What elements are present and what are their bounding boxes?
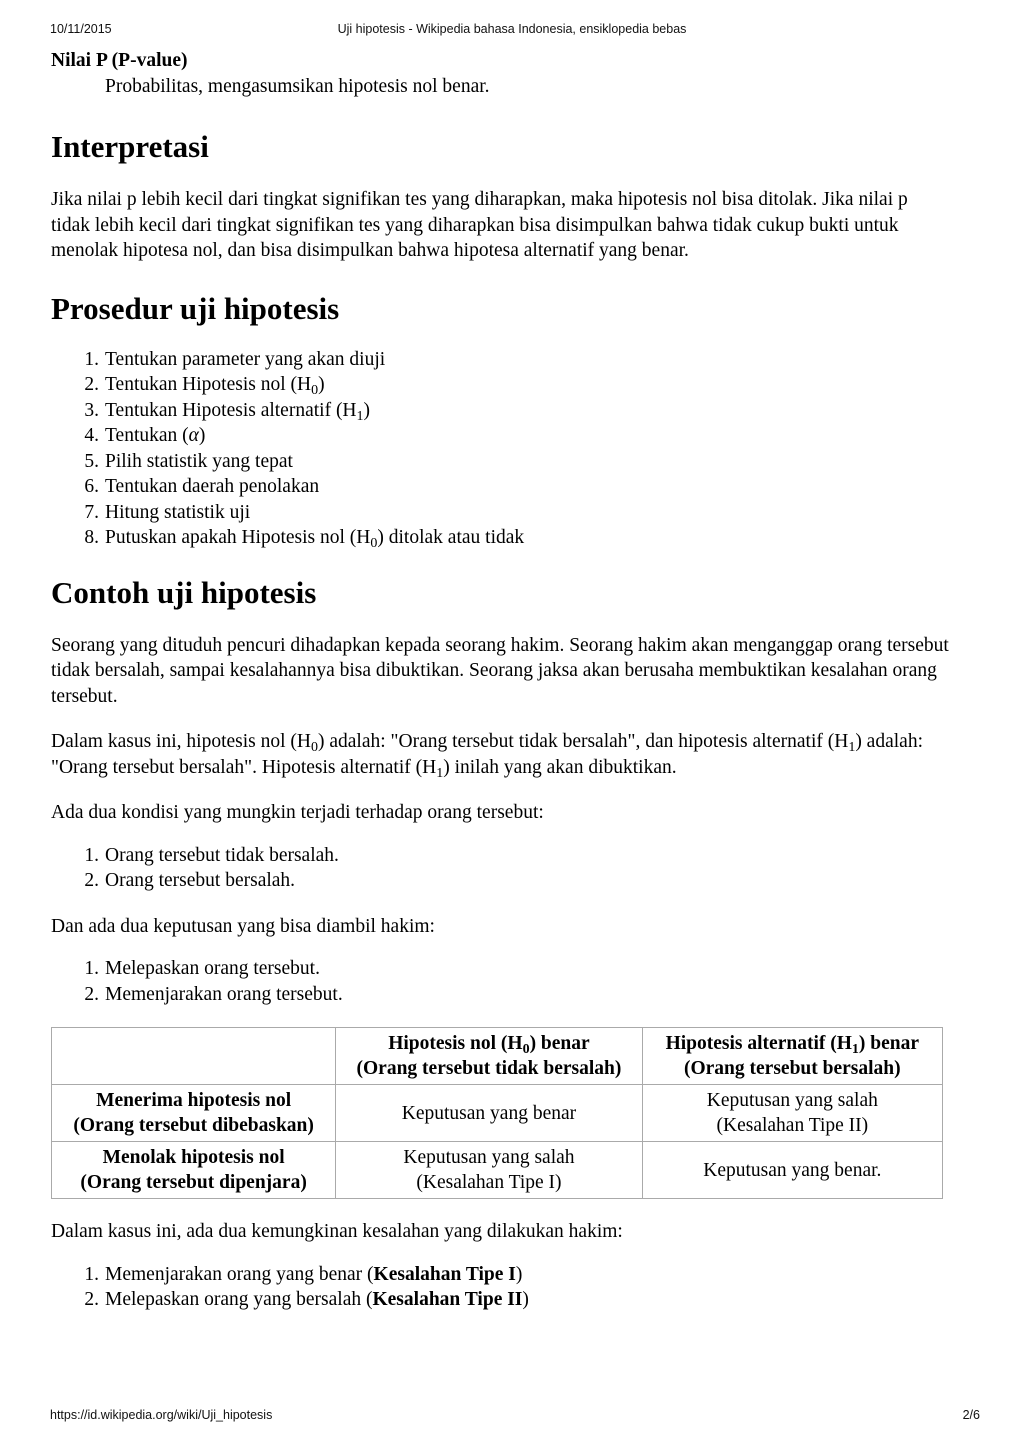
list-item: 2. Orang tersebut bersalah. <box>84 870 296 891</box>
decisions-list <box>51 956 951 1007</box>
list-item: 3. Tentukan Hipotesis alternatif $(H_1)$ <box>84 399 371 424</box>
list-item: 1. Melepaskan orang tersebut. <box>84 958 320 979</box>
table-empty-corner <box>52 1028 336 1085</box>
row-header-accept: Menerima hipotesis nol (Orang tersebut dibebaskan) <box>52 1085 336 1142</box>
table-cell: Keputusan yang salah (Kesalahan Tipe I) <box>336 1142 642 1199</box>
print-page-title: Uji hipotesis - Wikipedia bahasa Indonesia, ensiklopedia bebas <box>337 22 687 36</box>
list-item: 2. Memenjarakan orang tersebut. <box>84 983 343 1005</box>
table-header-row <box>52 1028 943 1085</box>
list-item: 1. Memenjarakan orang yang benar (Kesalahan Tipe I) <box>84 1263 523 1285</box>
table-cell: Keputusan yang benar <box>336 1085 642 1142</box>
heading-interpretasi: Interpretasi <box>51 129 209 164</box>
contoh-paragraph-5: Dalam kasus ini, ada dua kemungkinan kesalahan yang dilakukan hakim: <box>51 1221 623 1242</box>
contoh-paragraph-4: Dan ada dua keputusan yang bisa diambil hakim: <box>51 915 435 937</box>
list-item: 2. Melepaskan orang yang bersalah (Kesalahan Tipe II) <box>84 1289 529 1310</box>
contoh-paragraph-3: Ada dua kondisi yang mungkin terjadi terhadap orang tersebut: <box>51 802 544 823</box>
print-date: 10/11/2015 <box>50 22 112 36</box>
table-header-h0: Hipotesis nol $(H_0)$ benar (Orang tersebut tidak bersalah) <box>336 1028 642 1085</box>
list-item: 5. Pilih statistik yang tepat <box>84 450 293 472</box>
list-item: 4. Tentukan (α) <box>84 425 206 446</box>
interpretasi-paragraph: Jika nilai p lebih kecil dari tingkat signifikan tes yang diharapkan, maka hipotesis nol bisa ditolak. Jika nilai p tidak lebih kecil dari tingkat signifikan tes yang diharapkan bisa disimpulkan bahwa tidak cukup bukti untuk menolak hipotesa nol, dan bisa disimpulkan bahwa hipotesa alternatif yang benar. <box>51 189 908 261</box>
alpha-symbol: α <box>188 425 199 446</box>
list-item: 8. Putuskan apakah Hipotesis nol $(H_0)$ ditolak atau tidak <box>84 527 525 551</box>
print-page-number: 2/6 <box>962 1408 980 1422</box>
list-item: 2. Tentukan Hipotesis nol $(H_0)$ <box>84 374 325 398</box>
table-cell: Keputusan yang benar. <box>642 1142 942 1199</box>
list-item: 6. Tentukan daerah penolakan <box>84 476 320 497</box>
conditions-list <box>51 843 951 894</box>
contoh-paragraph-2: Dalam kasus ini, hipotesis nol $(H_0)$ adalah: "Orang tersebut tidak bersalah", dan hipotesis alternatif $(H_1)$ adalah: "Orang tersebut bersalah". Hipotesis alternatif $(H_1)$ inilah yang akan dibuktikan. <box>51 731 923 781</box>
prosedur-list <box>51 347 951 551</box>
table-cell: Keputusan yang salah (Kesalahan Tipe II) <box>642 1085 942 1142</box>
row-header-reject: Menolak hipotesis nol (Orang tersebut dipenjara) <box>52 1142 336 1199</box>
list-item: 1. Orang tersebut tidak bersalah. <box>84 844 339 866</box>
heading-prosedur: Prosedur uji hipotesis <box>51 290 340 326</box>
list-item: 7. Hitung statistik uji <box>84 501 251 523</box>
definition-description: Probabilitas, mengasumsikan hipotesis nol benar. <box>105 75 490 97</box>
table-row <box>52 1142 943 1199</box>
errors-list <box>51 1262 951 1313</box>
definition-term: Nilai P (P-value) <box>51 50 188 71</box>
print-url: https://id.wikipedia.org/wiki/Uji_hipotesis <box>50 1408 273 1422</box>
article-content <box>51 48 951 1313</box>
decision-table <box>51 1027 943 1199</box>
list-item: 1. Tentukan parameter yang akan diuji <box>84 348 386 370</box>
contoh-paragraph-1: Seorang yang dituduh pencuri dihadapkan kepada seorang hakim. Seorang hakim akan menganggap orang tersebut tidak bersalah, sampai kesalahannya bisa dibuktikan. Seorang jaksa akan berusaha membuktikan kesalahan orang tersebut. <box>51 634 949 707</box>
table-header-h1: Hipotesis alternatif $(H_1)$ benar (Orang tersebut bersalah) <box>642 1028 942 1085</box>
heading-contoh: Contoh uji hipotesis <box>51 574 317 610</box>
pvalue-definition <box>51 48 951 99</box>
table-row <box>52 1085 943 1142</box>
